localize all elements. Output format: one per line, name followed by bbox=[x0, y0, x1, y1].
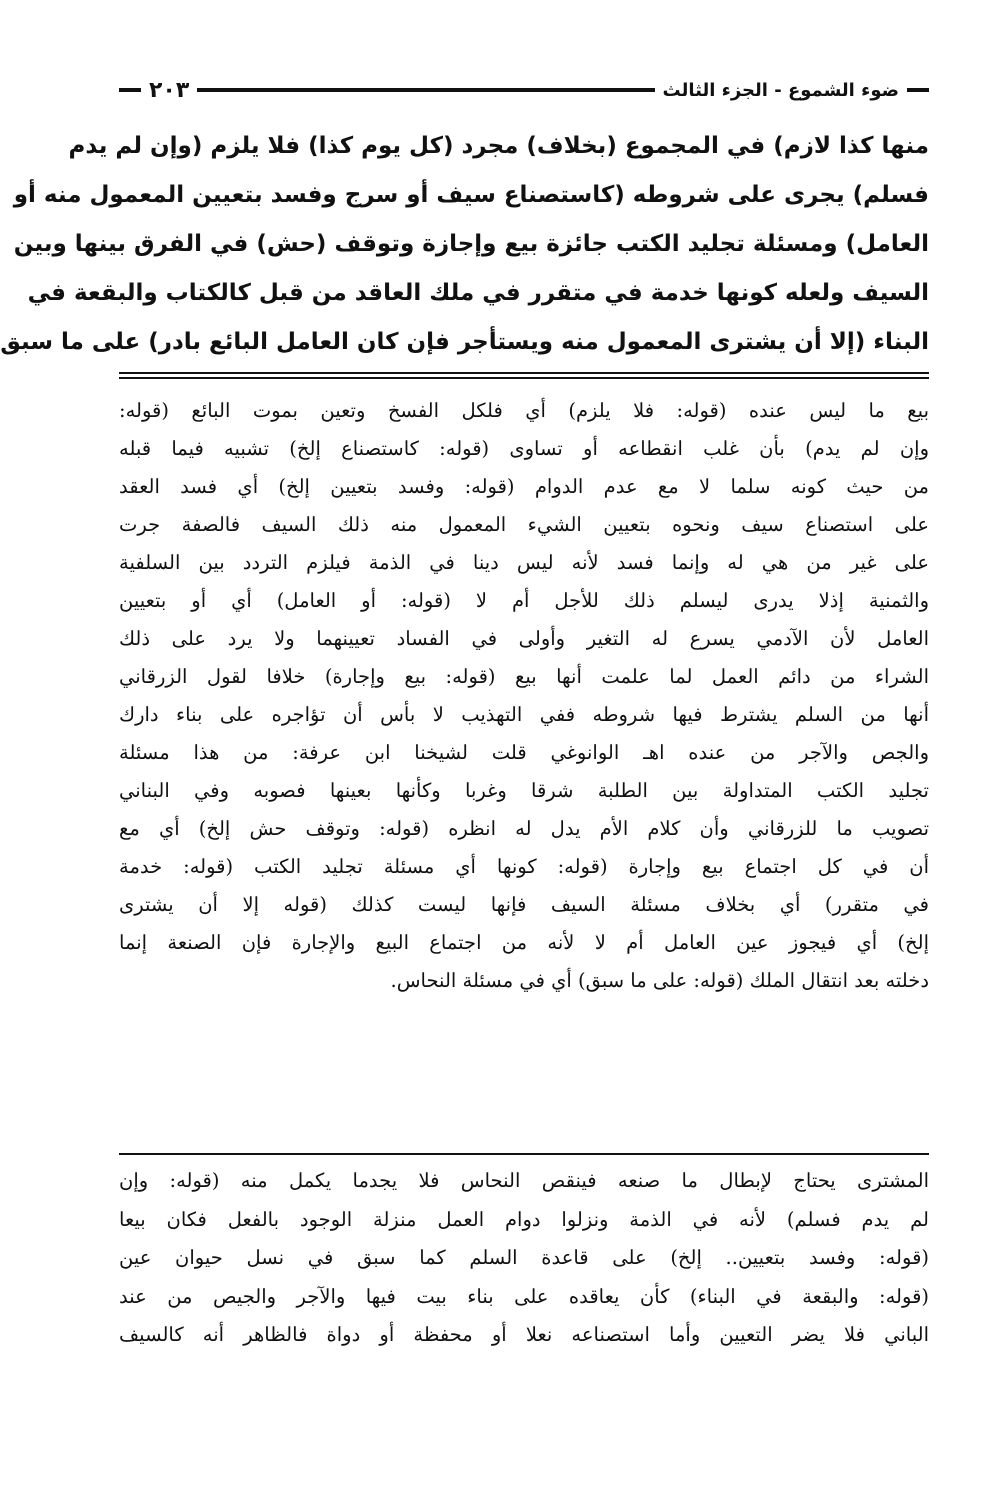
commentary-line: الشراء من دائم العمل لما علمت أنها بيع (قوله: بيع وإجارة) خلافا لقول الزرقاني bbox=[119, 665, 929, 688]
second-commentary-line: الباني فلا يضر التعيين وأما استصناعه نعلا أو محفظة أو دواة فالظاهر أنه كالسيف bbox=[119, 1323, 929, 1346]
commentary-section bbox=[119, 392, 929, 1000]
second-commentary-line: لم يدم فسلم) لأنه في الذمة ونزلوا دوام العمل منزلة الوجود بالفعل فكان بيعا bbox=[119, 1207, 929, 1231]
commentary-divider bbox=[119, 1153, 929, 1155]
commentary-line: تصويب ما للزرقاني وأن كلام الأم يدل له انظره (قوله: وتوقف حش إلخ) أي مع bbox=[119, 817, 929, 840]
commentary-line: تجليد الكتب المتداولة بين الطلبة شرقا وغربا وكأنها بعينها فصوبه وفي البناني bbox=[119, 779, 929, 802]
main-text-line: السيف ولعله كونها خدمة في متقرر في ملك العاقد من قبل كالكتاب والبقعة في bbox=[27, 280, 929, 306]
commentary-line: العامل لأن الآدمي يسرع له التغير وأولى في الفساد تعيينهما ولا يرد على ذلك bbox=[119, 627, 929, 650]
commentary-line: والثمنية إذلا يدرى ليسلم ذلك للأجل أم لا (قوله: أو العامل) أي أو بتعيين bbox=[119, 589, 929, 612]
header-rule bbox=[197, 88, 654, 92]
main-text bbox=[0, 122, 929, 367]
section-divider-bottom bbox=[119, 377, 929, 379]
commentary-line: على غير من هي له وإنما فسد لأنه ليس دينا في الذمة فيلزم التردد بين السلفية bbox=[119, 551, 929, 574]
second-commentary-line: (قوله: والبقعة في البناء) كأن يعاقده على بناء بيت فيها والآجر والجيص من عند bbox=[119, 1284, 929, 1308]
running-title: ضوء الشموع - الجزء الثالث bbox=[662, 79, 899, 101]
commentary-line: من حيث كونه سلما لا مع عدم الدوام (قوله: وفسد بتعيين إلخ) أي فسد العقد bbox=[119, 475, 929, 498]
second-commentary-line: المشترى يحتاج لإبطال ما صنعه فينقص النحاس فلا يجدما يكمل منه (قوله: وإن bbox=[119, 1169, 929, 1192]
second-commentary-section bbox=[119, 1162, 929, 1355]
commentary-line: في متقرر) أي بخلاف مسئلة السيف فإنها ليست كذلك (قوله إلا أن يشترى bbox=[119, 893, 929, 916]
commentary-line: بيع ما ليس عنده (قوله: فلا يلزم) أي فلكل الفسخ وتعين بموت البائع (قوله: bbox=[119, 399, 929, 422]
commentary-line: أن في كل اجتماع بيع وإجارة (قوله: كونها أي مسئلة تجليد الكتب (قوله: خدمة bbox=[119, 855, 929, 878]
main-text-line: البناء (إلا أن يشترى المعمول منه ويستأجر فإن كان العامل البائع بادر) على ما سبق bbox=[0, 329, 929, 355]
commentary-line: دخلته بعد انتقال الملك (قوله: على ما سبق) أي في مسئلة النحاس. bbox=[390, 969, 929, 992]
page-number: ٢٠٣ bbox=[149, 77, 190, 103]
commentary-line: أنها من السلم يشترط فيها شروطه ففي التهذيب لا بأس أن تؤاجره على بناء دارك bbox=[119, 703, 929, 726]
commentary-line: والجص والآجر من عنده اهـ الوانوغي قلت لشيخنا ابن عرفة: من هذا مسئلة bbox=[119, 741, 929, 764]
commentary-line: وإن لم يدم) بأن غلب انقطاعه أو تساوى (قوله: كاستصناع إلخ) تشبيه فيما قبله bbox=[119, 437, 929, 460]
header-dash-left bbox=[119, 88, 141, 92]
commentary-line: إلخ) أي فيجوز عين العامل أم لا لأنه من اجتماع البيع والإجارة فإن الصنعة إنما bbox=[119, 931, 929, 954]
header-dash-right bbox=[907, 88, 929, 92]
section-divider-top bbox=[119, 372, 929, 374]
second-commentary-line: (قوله: وفسد بتعيين.. إلخ) على قاعدة السلم كما سبق في نسل حيوان عين bbox=[119, 1246, 929, 1269]
main-text-line: العامل) ومسئلة تجليد الكتب جائزة بيع وإجازة وتوقف (حش) في الفرق بينها وبين bbox=[13, 231, 929, 257]
commentary-line: على استصناع سيف ونحوه بتعيين الشيء المعمول منه ذلك السيف فالصفة جرت bbox=[119, 513, 929, 536]
main-text-line: فسلم) يجرى على شروطه (كاستصناع سيف أو سرج وفسد بتعيين المعمول منه أو bbox=[13, 182, 929, 208]
main-text-line: منها كذا لازم) في المجموع (بخلاف) مجرد (كل يوم كذا) فلا يلزم (وإن لم يدم bbox=[68, 133, 929, 159]
page-header bbox=[119, 70, 929, 110]
